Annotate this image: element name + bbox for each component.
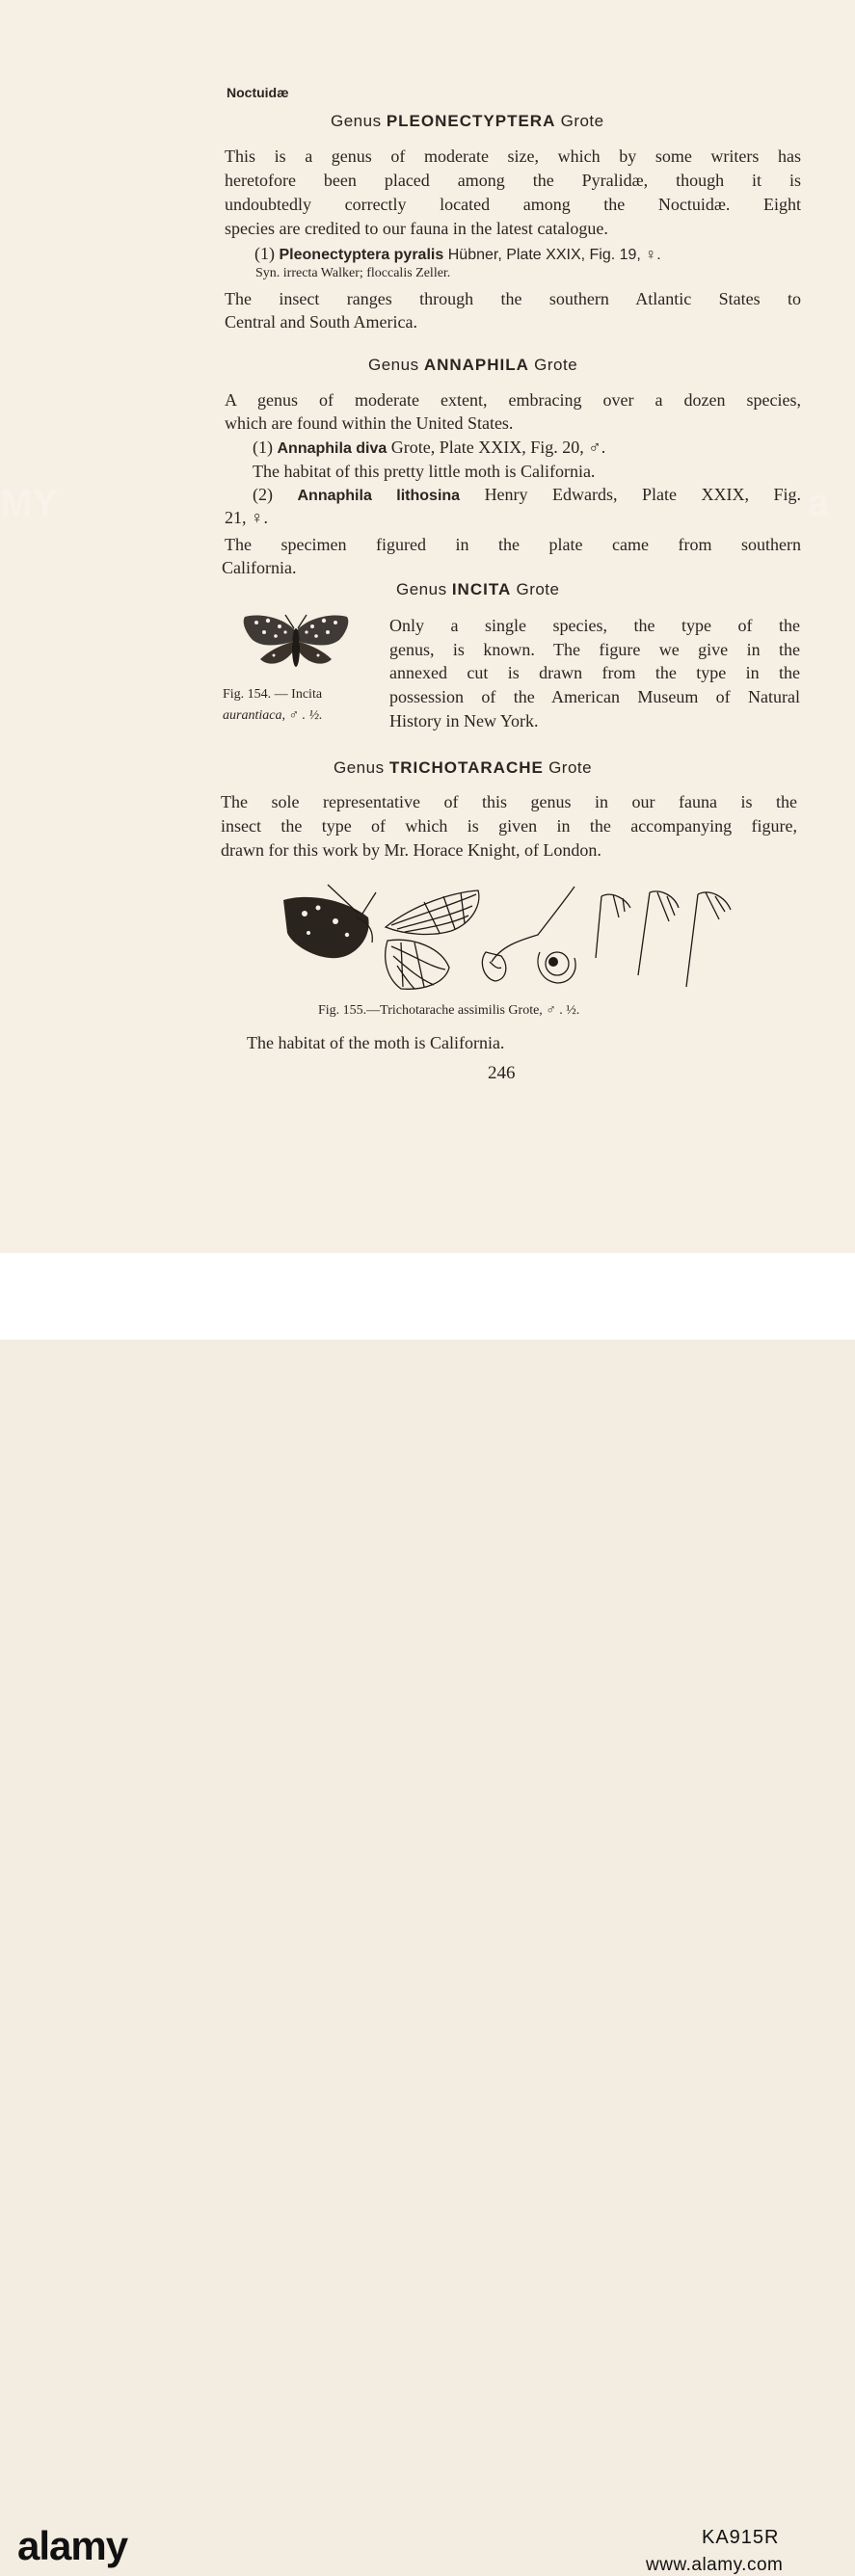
trichotarache-figure-illustration	[280, 879, 742, 996]
genus-heading-incita: Genus INCITA Grote	[396, 580, 560, 598]
site-url: www.alamy.com	[646, 2555, 784, 2575]
synonym-line: Syn. irrecta Walker; floccalis Zeller.	[255, 266, 451, 280]
image-id: KA915R	[702, 2527, 780, 2548]
species-entry-lithosina-cont: 21, ♀.	[225, 508, 268, 527]
alamy-logo: alamy	[17, 2523, 128, 2568]
paragraph-pleonectyptera-line2: heretofore been placed among the Pyralidæ, though it is	[225, 171, 801, 190]
incita-line3: annexed cut is drawn from the type in the	[389, 663, 800, 682]
incita-line2: genus, is known. The figure we give in the	[389, 640, 800, 659]
book-page	[0, 0, 855, 1253]
fig155-caption: Fig. 155.—Trichotarache assimilis Grote, ♂ . ½.	[318, 1003, 580, 1018]
fig154-caption-line2: aurantiaca, ♂ . ½.	[223, 708, 323, 723]
specimen-line2: California.	[222, 558, 297, 577]
forewing-drawing	[386, 890, 479, 934]
running-head: Noctuidæ	[227, 85, 289, 100]
watermark-right: a	[808, 482, 830, 524]
hindwing-drawing	[386, 940, 449, 989]
species-entry-lithosina: (2) Annaphila lithosina Henry Edwards, Plate XXIX, Fig.	[253, 485, 802, 504]
fig154-caption-line1: Fig. 154. — Incita	[223, 687, 323, 702]
paragraph-pleonectyptera-line4: species are credited to our fauna in the latest catalogue.	[225, 219, 608, 238]
specimen-line1: The specimen figured in the plate came from southern	[225, 535, 801, 554]
trichotarache-line1: The sole representative of this genus in our fauna is the	[221, 792, 797, 811]
genus-heading-pleonectyptera: Genus PLEONECTYPTERA Grote	[331, 112, 604, 130]
paragraph-annaphila-line2: which are found within the United States.	[225, 413, 514, 433]
anatomical-detail-drawing	[482, 887, 575, 983]
watermark-left: MY	[0, 482, 58, 524]
species-entry-pyralis: (1) Pleonectyptera pyralis Hübner, Plate XXIX, Fig. 19, ♀.	[254, 244, 661, 263]
leg-segments-drawing	[596, 891, 731, 987]
incita-line1: Only a single species, the type of the	[389, 616, 800, 635]
species-entry-diva: (1) Annaphila diva Grote, Plate XXIX, Fig. 20, ♂.	[253, 438, 606, 457]
range-line1: The insect ranges through the southern Atlantic States to	[225, 289, 801, 308]
paragraph-annaphila-line1: A genus of moderate extent, embracing over a dozen species,	[225, 390, 801, 410]
stock-footer	[0, 1253, 855, 2575]
page-number: 246	[488, 1063, 516, 1083]
range-line2: Central and South America.	[225, 312, 417, 332]
paragraph-pleonectyptera-line3: undoubtedly correctly located among the Noctuidæ. Eight	[225, 195, 801, 214]
paragraph-pleonectyptera-line1: This is a genus of moderate size, which by some writers has	[225, 146, 801, 166]
genus-heading-annaphila: Genus ANNAPHILA Grote	[368, 356, 578, 374]
trichotarache-habitat: The habitat of the moth is California.	[247, 1033, 505, 1052]
moth-side-view-drawing	[283, 885, 376, 958]
trichotarache-line2: insect the type of which is given in the accompanying figure,	[221, 816, 797, 836]
trichotarache-line3: drawn for this work by Mr. Horace Knight, of London.	[221, 840, 601, 860]
genus-heading-trichotarache: Genus TRICHOTARACHE Grote	[334, 758, 593, 777]
incita-line4: possession of the American Museum of Natural	[389, 687, 800, 706]
habitat-diva: The habitat of this pretty little moth is California.	[253, 462, 596, 481]
incita-moth-illustration	[239, 609, 353, 675]
incita-line5: History in New York.	[389, 711, 539, 730]
